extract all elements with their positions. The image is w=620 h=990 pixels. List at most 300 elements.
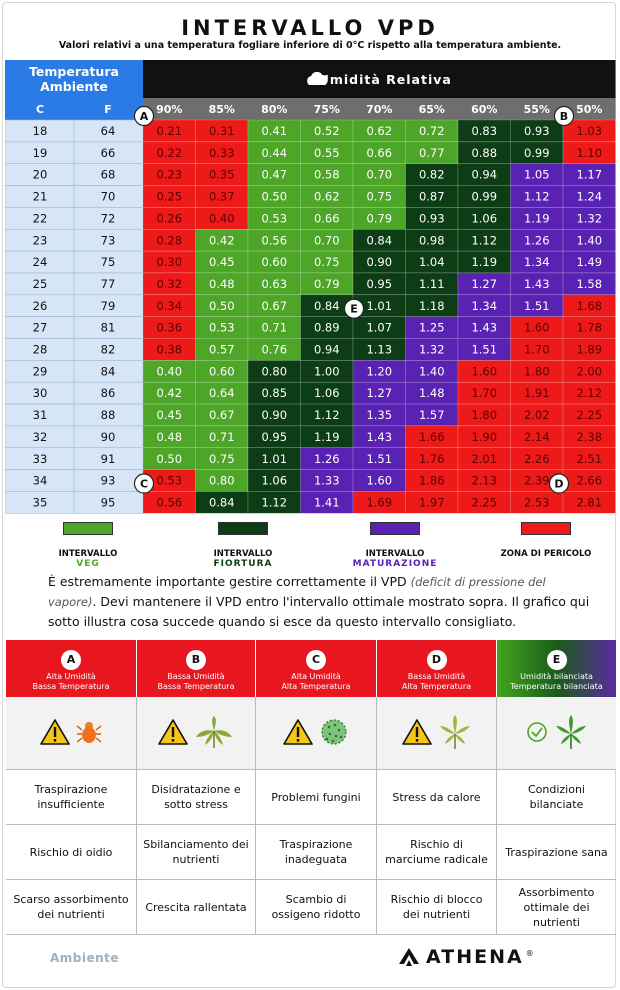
- legend-swatch-pericolo: [521, 522, 571, 535]
- vpd-value: 1.57: [418, 408, 445, 423]
- vpd-value: 1.34: [523, 255, 550, 270]
- vpd-value: 1.13: [366, 342, 393, 357]
- vpd-value: 0.25: [156, 189, 183, 204]
- vpd-value: 1.06: [471, 211, 498, 226]
- vpd-value: 1.00: [313, 364, 340, 379]
- vpd-value: 1.27: [366, 386, 393, 401]
- impact-icon-row: [6, 697, 616, 770]
- temp-f-value: 64: [100, 124, 116, 138]
- vpd-value: 1.32: [418, 342, 445, 357]
- vpd-value: 2.26: [523, 451, 550, 466]
- vpd-value: 1.19: [313, 429, 340, 444]
- temp-c-value: 30: [32, 386, 48, 401]
- temp-f-value: 88: [100, 408, 116, 423]
- vpd-table: [5, 60, 616, 515]
- vpd-value: 0.75: [208, 451, 235, 466]
- temp-f-value: 73: [100, 233, 116, 248]
- temp-f-value: 81: [100, 320, 116, 335]
- temp-f-value: 84: [100, 364, 116, 379]
- temp-c-value: 29: [32, 364, 48, 379]
- warning-icon: [402, 719, 432, 749]
- vpd-value: 0.80: [261, 364, 288, 379]
- impact-cell: Rischio di marciume radicale: [377, 825, 497, 879]
- vpd-value: 1.06: [261, 473, 288, 488]
- temp-c-value: 28: [32, 342, 48, 357]
- rh-column-label: 70%: [366, 103, 393, 116]
- scenario-temperature: Alta Temperatura: [281, 682, 351, 691]
- vpd-value: 0.87: [418, 189, 445, 204]
- vpd-value: 0.40: [208, 211, 235, 226]
- scenario-badge: E: [547, 650, 567, 670]
- temp-f-value: 77: [100, 276, 116, 291]
- vpd-value: 0.30: [156, 255, 183, 270]
- footer-label: Ambiente: [50, 951, 120, 965]
- unit-f-label: F: [104, 103, 112, 116]
- marker-label: D: [554, 477, 564, 491]
- impact-text-rows: [6, 770, 616, 935]
- vpd-value: 0.75: [313, 255, 340, 270]
- vpd-value: 0.22: [156, 145, 183, 160]
- temp-f-value: 95: [100, 495, 116, 510]
- vpd-value: 0.84: [366, 233, 393, 248]
- vpd-value: 1.03: [576, 124, 603, 138]
- vpd-value: 0.67: [261, 298, 288, 313]
- vpd-value: 0.48: [208, 276, 235, 291]
- marker-label: C: [139, 477, 149, 491]
- temp-f-value: 91: [100, 451, 116, 466]
- vpd-value: 1.97: [418, 495, 445, 510]
- scenario-temperature: Bassa Temperatura: [157, 682, 235, 691]
- impact-cell: Traspirazione insufficiente: [6, 770, 137, 824]
- vpd-value: 0.88: [471, 145, 498, 160]
- marker-label: A: [139, 110, 149, 123]
- scenario-humidity: Bassa Umidità: [407, 672, 466, 681]
- intro-text-italic: (deficit di pressione del vapore): [48, 575, 546, 609]
- legend-item-maturazione: [335, 522, 455, 570]
- vpd-value: 0.63: [261, 276, 288, 291]
- vpd-value: 0.60: [208, 364, 235, 379]
- scenario-badge: C: [306, 650, 326, 670]
- temp-c-value: 32: [32, 429, 48, 444]
- healthy-leaf-icon: [554, 714, 588, 754]
- vpd-value: 1.25: [418, 320, 445, 335]
- vpd-value: 0.53: [261, 211, 288, 226]
- vpd-value: 1.12: [523, 189, 550, 204]
- temp-c-value: 25: [32, 276, 48, 291]
- temp-c-value: 24: [32, 255, 48, 270]
- vpd-value: 1.80: [471, 408, 498, 423]
- vpd-value: 1.51: [366, 451, 393, 466]
- vpd-value: 0.33: [208, 145, 235, 160]
- vpd-value: 1.32: [576, 211, 603, 226]
- impact-cell: Traspirazione sana: [505, 845, 608, 859]
- temp-c-value: 18: [32, 124, 48, 138]
- vpd-value: 1.48: [418, 386, 445, 401]
- vpd-value: 2.02: [523, 408, 550, 423]
- impact-cell: Crescita rallentata: [137, 880, 256, 934]
- vpd-value: 1.01: [261, 451, 288, 466]
- vpd-value: 2.12: [576, 386, 603, 401]
- vpd-value: 0.40: [156, 364, 183, 379]
- temp-c-value: 20: [32, 167, 48, 182]
- vpd-value: 1.51: [523, 298, 550, 313]
- legend-label: INTERVALLO: [213, 549, 273, 559]
- warning-icon: [158, 719, 188, 749]
- vpd-value: 0.99: [471, 189, 498, 204]
- vpd-value: 2.13: [471, 473, 498, 488]
- vpd-value: 0.28: [156, 233, 183, 248]
- rh-column-label: 50%: [576, 103, 603, 116]
- legend: [0, 522, 620, 572]
- vpd-value: 0.23: [156, 167, 183, 182]
- vpd-value: 0.52: [313, 124, 340, 138]
- rh-column-label: 85%: [208, 103, 235, 116]
- fungus-icon: [319, 717, 349, 751]
- vpd-value: 0.76: [261, 342, 288, 357]
- legend-label: INTERVALLO: [58, 549, 118, 559]
- icon-cell: [497, 697, 616, 770]
- vpd-value: 0.66: [366, 145, 393, 160]
- scenario-header-e: [497, 640, 616, 697]
- vpd-value: 0.77: [418, 145, 445, 160]
- legend-sublabel: MATURAZIONE: [352, 559, 438, 569]
- temp-header-line1: Temperatura: [29, 64, 119, 79]
- scenario-header-a: [6, 640, 137, 697]
- vpd-value: 1.12: [471, 233, 498, 248]
- vpd-value: 0.48: [156, 429, 183, 444]
- vpd-value: 0.50: [208, 298, 235, 313]
- vpd-value: 1.35: [366, 408, 393, 423]
- vpd-value: 0.62: [366, 124, 393, 138]
- vpd-value: 1.40: [576, 233, 603, 248]
- registered-mark: ®: [525, 948, 534, 958]
- rh-column-label: 75%: [313, 103, 340, 116]
- temp-f-value: 86: [100, 386, 116, 401]
- vpd-value: 1.43: [523, 276, 550, 291]
- temp-c-value: 35: [32, 495, 48, 510]
- vpd-value: 0.47: [261, 167, 288, 182]
- vpd-value: 0.58: [313, 167, 340, 182]
- vpd-value: 1.12: [261, 495, 288, 510]
- vpd-value: 1.40: [418, 364, 445, 379]
- intro-text-2: . Devi mantenere il VPD entro l'intervallo ottimale mostrato sopra. Il grafico qui sotto illustra cosa succede quando si esce da questo intervallo consigliato.: [48, 594, 590, 629]
- vpd-value: 0.21: [156, 124, 183, 138]
- vpd-value: 2.14: [523, 429, 550, 444]
- vpd-value: 0.37: [208, 189, 235, 204]
- vpd-value: 0.70: [366, 167, 393, 182]
- vpd-value: 0.31: [208, 124, 235, 138]
- rh-column-label: 55%: [523, 103, 550, 116]
- athena-logo-icon: [398, 947, 420, 967]
- scenario-badge: B: [186, 650, 206, 670]
- vpd-value: 0.42: [208, 233, 235, 248]
- vpd-value: 0.62: [313, 189, 340, 204]
- humidity-header: Umidità Relativa: [318, 72, 452, 87]
- vpd-value: 0.45: [208, 255, 235, 270]
- vpd-value: 0.93: [418, 211, 445, 226]
- vpd-value: 0.95: [261, 429, 288, 444]
- vpd-value: 2.25: [471, 495, 498, 510]
- legend-item-fioritura: [183, 522, 303, 570]
- vpd-value: 1.60: [471, 364, 498, 379]
- vpd-value: 0.94: [313, 342, 340, 357]
- impact-cell: Scarso assorbimento dei nutrienti: [6, 880, 137, 934]
- vpd-value: 1.60: [523, 320, 550, 335]
- vpd-value: 0.53: [208, 320, 235, 335]
- vpd-value: 0.42: [156, 386, 183, 401]
- vpd-value: 1.06: [313, 386, 340, 401]
- scenario-header-d: [377, 640, 497, 697]
- legend-swatch-fioritura: [218, 522, 268, 535]
- vpd-value: 1.01: [366, 298, 393, 313]
- impact-cell: Rischio di oidio: [6, 825, 137, 879]
- vpd-value: 0.71: [261, 320, 288, 335]
- vpd-value: 1.26: [313, 451, 340, 466]
- vpd-value: 0.60: [261, 255, 288, 270]
- scenario-temperature: Bassa Temperatura: [32, 682, 110, 691]
- temp-c-value: 33: [32, 451, 48, 466]
- vpd-value: 0.93: [523, 124, 550, 138]
- vpd-value: 0.45: [156, 408, 183, 423]
- vpd-value: 0.38: [156, 342, 183, 357]
- impact-cell: Sbilanciamento dei nutrienti: [137, 825, 256, 879]
- impact-header-row: [6, 640, 616, 697]
- warning-icon: [283, 719, 313, 749]
- scenario-humidity: Bassa Umidità: [167, 672, 225, 681]
- legend-swatch-veg: [63, 522, 113, 535]
- rh-column-label: 90%: [156, 103, 183, 116]
- scenario-header-c: [256, 640, 377, 697]
- vpd-value: 0.83: [471, 124, 498, 138]
- legend-item-veg: [28, 522, 148, 570]
- vpd-value: 0.53: [156, 473, 183, 488]
- vpd-value: 2.01: [471, 451, 498, 466]
- vpd-value: 1.26: [523, 233, 550, 248]
- vpd-value: 0.72: [418, 124, 445, 138]
- impact-cell: Stress da calore: [377, 770, 497, 824]
- vpd-value: 1.70: [471, 386, 498, 401]
- vpd-value: 0.55: [313, 145, 340, 160]
- vpd-value: 1.60: [366, 473, 393, 488]
- vpd-value: 1.24: [576, 189, 603, 204]
- vpd-value: 0.50: [156, 451, 183, 466]
- vpd-value: 0.67: [208, 408, 235, 423]
- vpd-value: 1.18: [418, 298, 445, 313]
- impact-cell: Disidratazione e sotto stress: [137, 770, 256, 824]
- temp-f-value: 93: [100, 473, 116, 488]
- vpd-value: 1.68: [576, 298, 603, 313]
- temp-f-value: 70: [100, 189, 116, 204]
- vpd-value: 0.84: [208, 495, 235, 510]
- vpd-value: 1.07: [366, 320, 393, 335]
- vpd-value: 1.76: [418, 451, 445, 466]
- vpd-value: 0.56: [261, 233, 288, 248]
- temp-f-value: 90: [100, 429, 116, 444]
- marker-label: E: [350, 302, 358, 316]
- scenario-badge: D: [427, 650, 447, 670]
- vpd-value: 0.26: [156, 211, 183, 226]
- legend-sublabel: FIORTURA: [213, 559, 273, 569]
- vpd-value: 2.51: [576, 451, 603, 466]
- rh-column-label: 60%: [471, 103, 498, 116]
- impact-cell: Problemi fungini: [256, 770, 377, 824]
- scenario-humidity: Alta Umidità: [46, 672, 96, 681]
- icon-cell: [256, 697, 377, 770]
- vpd-value: 1.17: [576, 167, 603, 182]
- temp-header-line2: Ambiente: [40, 79, 108, 94]
- vpd-value: 1.05: [523, 167, 550, 182]
- vpd-value: 0.75: [366, 189, 393, 204]
- temp-c-value: 26: [32, 298, 48, 313]
- heat-leaf-icon: [438, 714, 472, 754]
- legend-label: INTERVALLO: [365, 549, 425, 559]
- impact-cell: Assorbimento ottimale dei nutrienti: [518, 885, 595, 929]
- vpd-value: 1.10: [576, 145, 603, 160]
- vpd-value: 0.79: [313, 276, 340, 291]
- vpd-value: 0.89: [313, 320, 340, 335]
- vpd-value: 0.34: [156, 298, 183, 313]
- vpd-value: 0.36: [156, 320, 183, 335]
- temp-c-value: 22: [32, 211, 48, 226]
- vpd-value: 2.25: [576, 408, 603, 423]
- scenario-header-b: [137, 640, 256, 697]
- temp-f-value: 68: [100, 167, 116, 182]
- legend-item-pericolo: [486, 522, 606, 559]
- scenario-humidity: Umidità bilanciata: [520, 672, 593, 681]
- temp-c-value: 23: [32, 233, 48, 248]
- impact-cell: Scambio di ossigeno ridotto: [256, 880, 377, 934]
- vpd-value: 0.57: [208, 342, 235, 357]
- scenario-badge: A: [61, 650, 81, 670]
- vpd-value: 0.71: [208, 429, 235, 444]
- vpd-value: 0.90: [366, 255, 393, 270]
- temp-f-value: 82: [100, 342, 116, 357]
- intro-text-1: È estremamente importante gestire correttamente il VPD: [48, 574, 411, 589]
- vpd-value: 0.70: [313, 233, 340, 248]
- vpd-value: 0.80: [208, 473, 235, 488]
- temp-c-value: 19: [32, 145, 48, 160]
- temp-f-value: 79: [100, 298, 116, 313]
- vpd-value: 1.58: [576, 276, 603, 291]
- temp-c-value: 21: [32, 189, 48, 204]
- impact-row: [6, 825, 616, 880]
- vpd-value: 0.99: [523, 145, 550, 160]
- vpd-value: 0.56: [156, 495, 183, 510]
- vpd-value: 0.85: [261, 386, 288, 401]
- vpd-value: 0.82: [418, 167, 445, 182]
- unit-c-label: C: [35, 103, 45, 116]
- vpd-value: 0.84: [313, 298, 340, 313]
- temp-c-value: 31: [32, 408, 48, 423]
- brand-logo: [398, 946, 534, 968]
- temp-f-value: 72: [100, 211, 116, 226]
- mite-icon: [76, 718, 102, 750]
- vpd-value: 1.80: [523, 364, 550, 379]
- rh-column-label: 80%: [261, 103, 288, 116]
- vpd-value: 0.64: [208, 386, 235, 401]
- vpd-value: 0.95: [366, 276, 393, 291]
- vpd-value: 2.39: [523, 473, 550, 488]
- marker-label: B: [559, 110, 569, 123]
- vpd-value: 0.94: [471, 167, 498, 182]
- impact-cell: Traspirazione inadeguata: [256, 825, 377, 879]
- vpd-value: 1.51: [471, 342, 498, 357]
- vpd-value: 0.32: [156, 276, 183, 291]
- vpd-value: 2.53: [523, 495, 550, 510]
- vpd-value: 2.38: [576, 429, 603, 444]
- vpd-value: 0.66: [313, 211, 340, 226]
- warning-icon: [40, 719, 70, 749]
- vpd-value: 0.35: [208, 167, 235, 182]
- impact-table: [6, 640, 616, 935]
- legend-swatch-maturazione: [370, 522, 420, 535]
- check-icon: [526, 721, 548, 747]
- vpd-value: 1.69: [366, 495, 393, 510]
- legend-sublabel: VEG: [76, 559, 100, 569]
- impact-row: [6, 770, 616, 825]
- impact-cell: Condizioni bilanciate: [527, 783, 585, 811]
- vpd-value: 2.00: [576, 364, 603, 379]
- droopy-leaf-icon: [194, 715, 234, 753]
- vpd-value: 2.81: [576, 495, 603, 510]
- temp-f-value: 75: [100, 255, 116, 270]
- scenario-temperature: Temperatura bilanciata: [510, 682, 603, 691]
- vpd-value: 1.33: [313, 473, 340, 488]
- vpd-value: 0.90: [261, 408, 288, 423]
- icon-cell: [377, 697, 497, 770]
- vpd-value: 1.43: [471, 320, 498, 335]
- vpd-value: 1.70: [523, 342, 550, 357]
- page-title: INTERVALLO VPD: [181, 16, 439, 40]
- vpd-value: 0.79: [366, 211, 393, 226]
- vpd-value: 1.49: [576, 255, 603, 270]
- scenario-humidity: Alta Umidità: [291, 672, 341, 681]
- rh-column-label: 65%: [418, 103, 445, 116]
- page-subtitle: Valori relativi a una temperatura fogliare inferiore di 0°C rispetto alla temperatura ambiente.: [58, 40, 562, 51]
- vpd-value: 1.11: [418, 276, 445, 291]
- vpd-heatmap: [5, 60, 616, 515]
- vpd-value: 1.27: [471, 276, 498, 291]
- legend-label: ZONA DI PERICOLO: [500, 549, 592, 559]
- vpd-value: 1.19: [471, 255, 498, 270]
- impact-row: [6, 880, 616, 935]
- vpd-value: 1.20: [366, 364, 393, 379]
- scenario-temperature: Alta Temperatura: [401, 682, 472, 691]
- vpd-value: 0.41: [261, 124, 288, 138]
- vpd-value: 1.66: [418, 429, 445, 444]
- vpd-value: 1.34: [471, 298, 498, 313]
- temp-f-value: 66: [100, 145, 116, 160]
- vpd-value: 0.50: [261, 189, 288, 204]
- icon-cell: [137, 697, 256, 770]
- intro-paragraph: [48, 572, 596, 631]
- vpd-value: 1.86: [418, 473, 445, 488]
- vpd-value: 2.66: [576, 473, 603, 488]
- vpd-value: 1.91: [523, 386, 550, 401]
- vpd-value: 0.44: [261, 145, 288, 160]
- impact-cell: Rischio di blocco dei nutrienti: [377, 880, 497, 934]
- icon-cell: [6, 697, 137, 770]
- vpd-value: 1.90: [471, 429, 498, 444]
- vpd-value: 1.12: [313, 408, 340, 423]
- vpd-value: 1.41: [313, 495, 340, 510]
- vpd-value: 0.98: [418, 233, 445, 248]
- temp-c-value: 27: [32, 320, 48, 335]
- vpd-value: 1.04: [418, 255, 445, 270]
- temp-c-value: 34: [32, 473, 48, 488]
- vpd-value: 1.43: [366, 429, 393, 444]
- vpd-value: 1.19: [523, 211, 550, 226]
